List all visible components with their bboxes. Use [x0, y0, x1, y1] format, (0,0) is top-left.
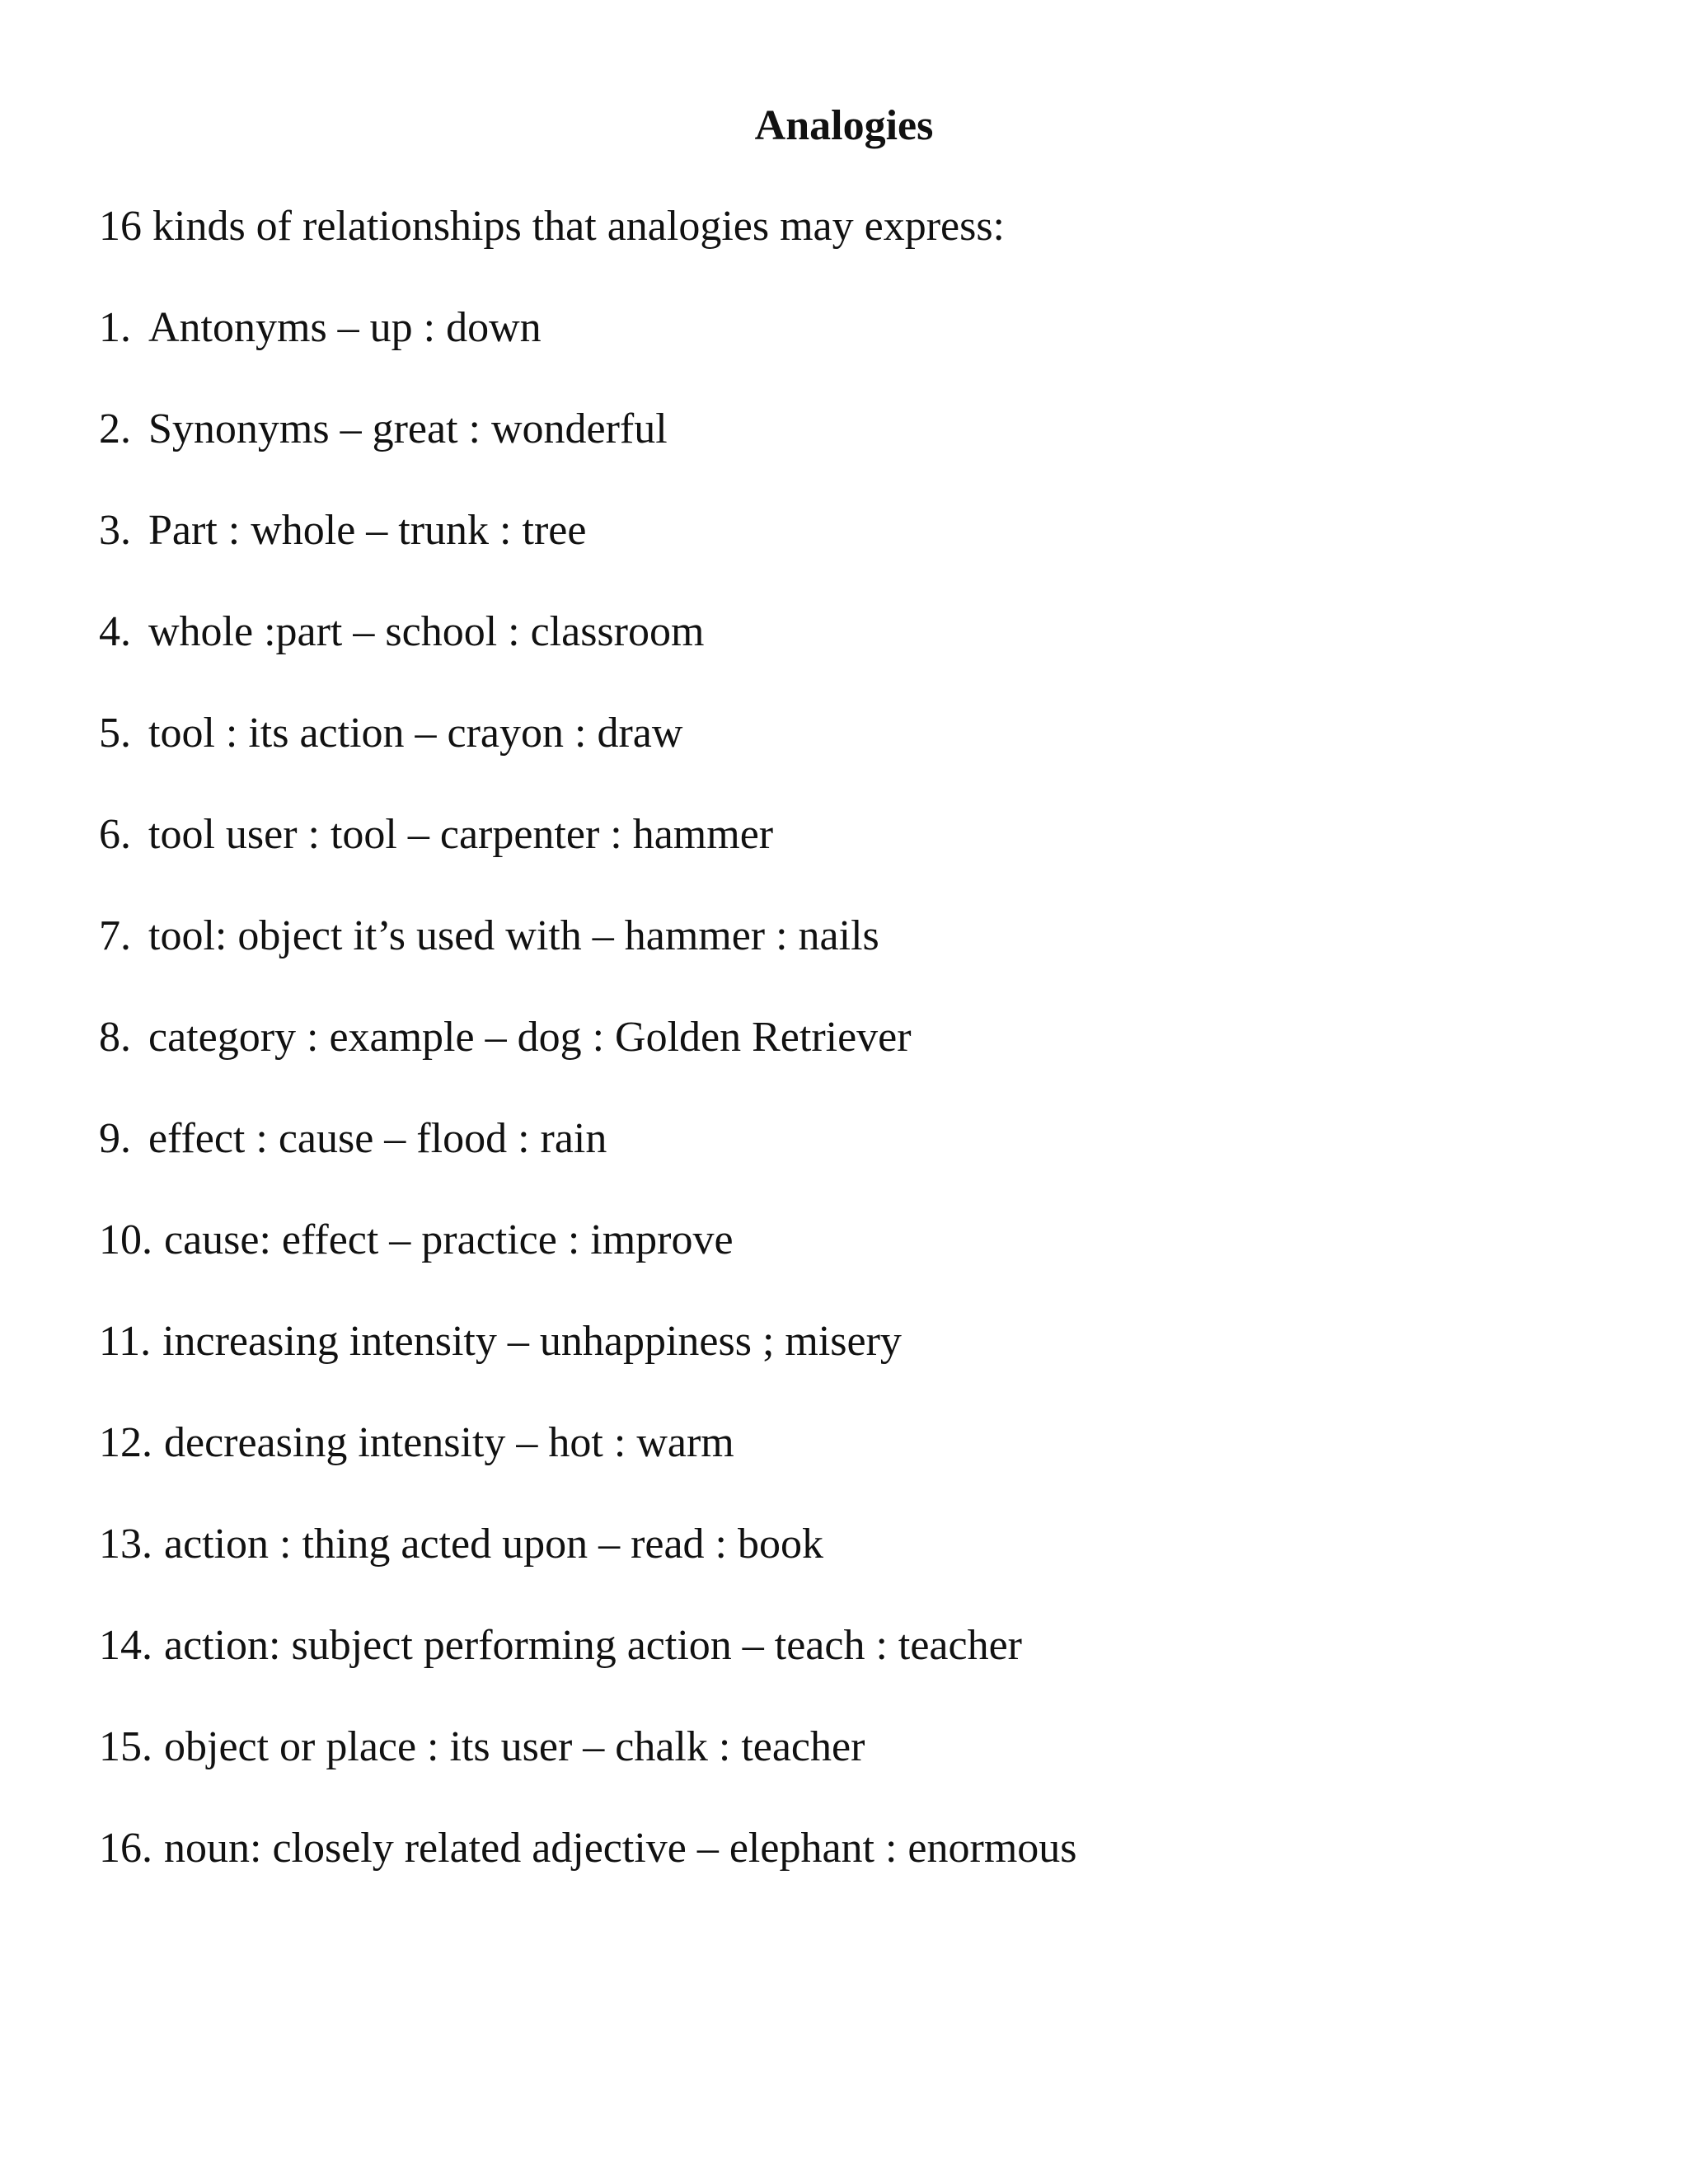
item-number: 9.: [99, 1115, 131, 1162]
list-item: [99, 1009, 1077, 1110]
list-item: [99, 806, 1077, 907]
intro-text: 16 kinds of relationships that analogies may express:: [99, 203, 1006, 250]
list-item: [99, 907, 1077, 1009]
item-text: Synonyms – great : wonderful: [148, 405, 668, 452]
item-text: action : thing acted upon – read : book: [164, 1521, 824, 1568]
item-text: increasing intensity – unhappiness ; misery: [162, 1318, 902, 1365]
item-number: 5.: [99, 710, 131, 757]
item-text: noun: closely related adjective – elephant : enormous: [164, 1825, 1077, 1872]
item-text: cause: effect – practice : improve: [164, 1216, 734, 1263]
item-number: 3.: [99, 507, 131, 554]
item-number: 10.: [99, 1216, 152, 1263]
list-item: [99, 1617, 1077, 1718]
item-number: 15.: [99, 1723, 152, 1770]
item-text: decreasing intensity – hot : warm: [164, 1419, 734, 1466]
list-item: [99, 603, 1077, 705]
item-number: 13.: [99, 1521, 152, 1568]
item-text: whole :part – school : classroom: [148, 608, 705, 655]
item-number: 12.: [99, 1419, 152, 1466]
item-text: object or place : its user – chalk : teacher: [164, 1723, 865, 1770]
list-item: [99, 299, 1077, 401]
page-title: Analogies: [754, 102, 934, 149]
item-number: 2.: [99, 405, 131, 452]
item-text: Antonyms – up : down: [148, 304, 542, 351]
item-number: 6.: [99, 811, 131, 858]
item-number: 14.: [99, 1622, 152, 1669]
list-item: [99, 1414, 1077, 1516]
item-text: tool: object it’s used with – hammer : nails: [148, 912, 879, 959]
list-item: [99, 1718, 1077, 1820]
item-number: 16.: [99, 1825, 152, 1872]
item-text: tool user : tool – carpenter : hammer: [148, 811, 774, 858]
item-text: effect : cause – flood : rain: [148, 1115, 607, 1162]
item-number: 1.: [99, 304, 131, 351]
list-item: [99, 705, 1077, 806]
item-text: category : example – dog : Golden Retriever: [148, 1014, 912, 1061]
item-number: 4.: [99, 608, 131, 655]
item-text: Part : whole – trunk : tree: [148, 507, 587, 554]
list-item: [99, 1212, 1077, 1313]
item-number: 11.: [99, 1318, 152, 1365]
list-item: [99, 1110, 1077, 1212]
list-item: [99, 1313, 1077, 1414]
item-text: action: subject performing action – teach : teacher: [164, 1622, 1022, 1669]
list-item: [99, 1820, 1077, 1921]
list-item: [99, 502, 1077, 603]
item-number: 7.: [99, 912, 131, 959]
relationship-list: [99, 299, 1077, 1921]
item-text: tool : its action – crayon : draw: [148, 710, 683, 757]
list-item: [99, 1516, 1077, 1617]
list-item: [99, 401, 1077, 502]
item-number: 8.: [99, 1014, 131, 1061]
